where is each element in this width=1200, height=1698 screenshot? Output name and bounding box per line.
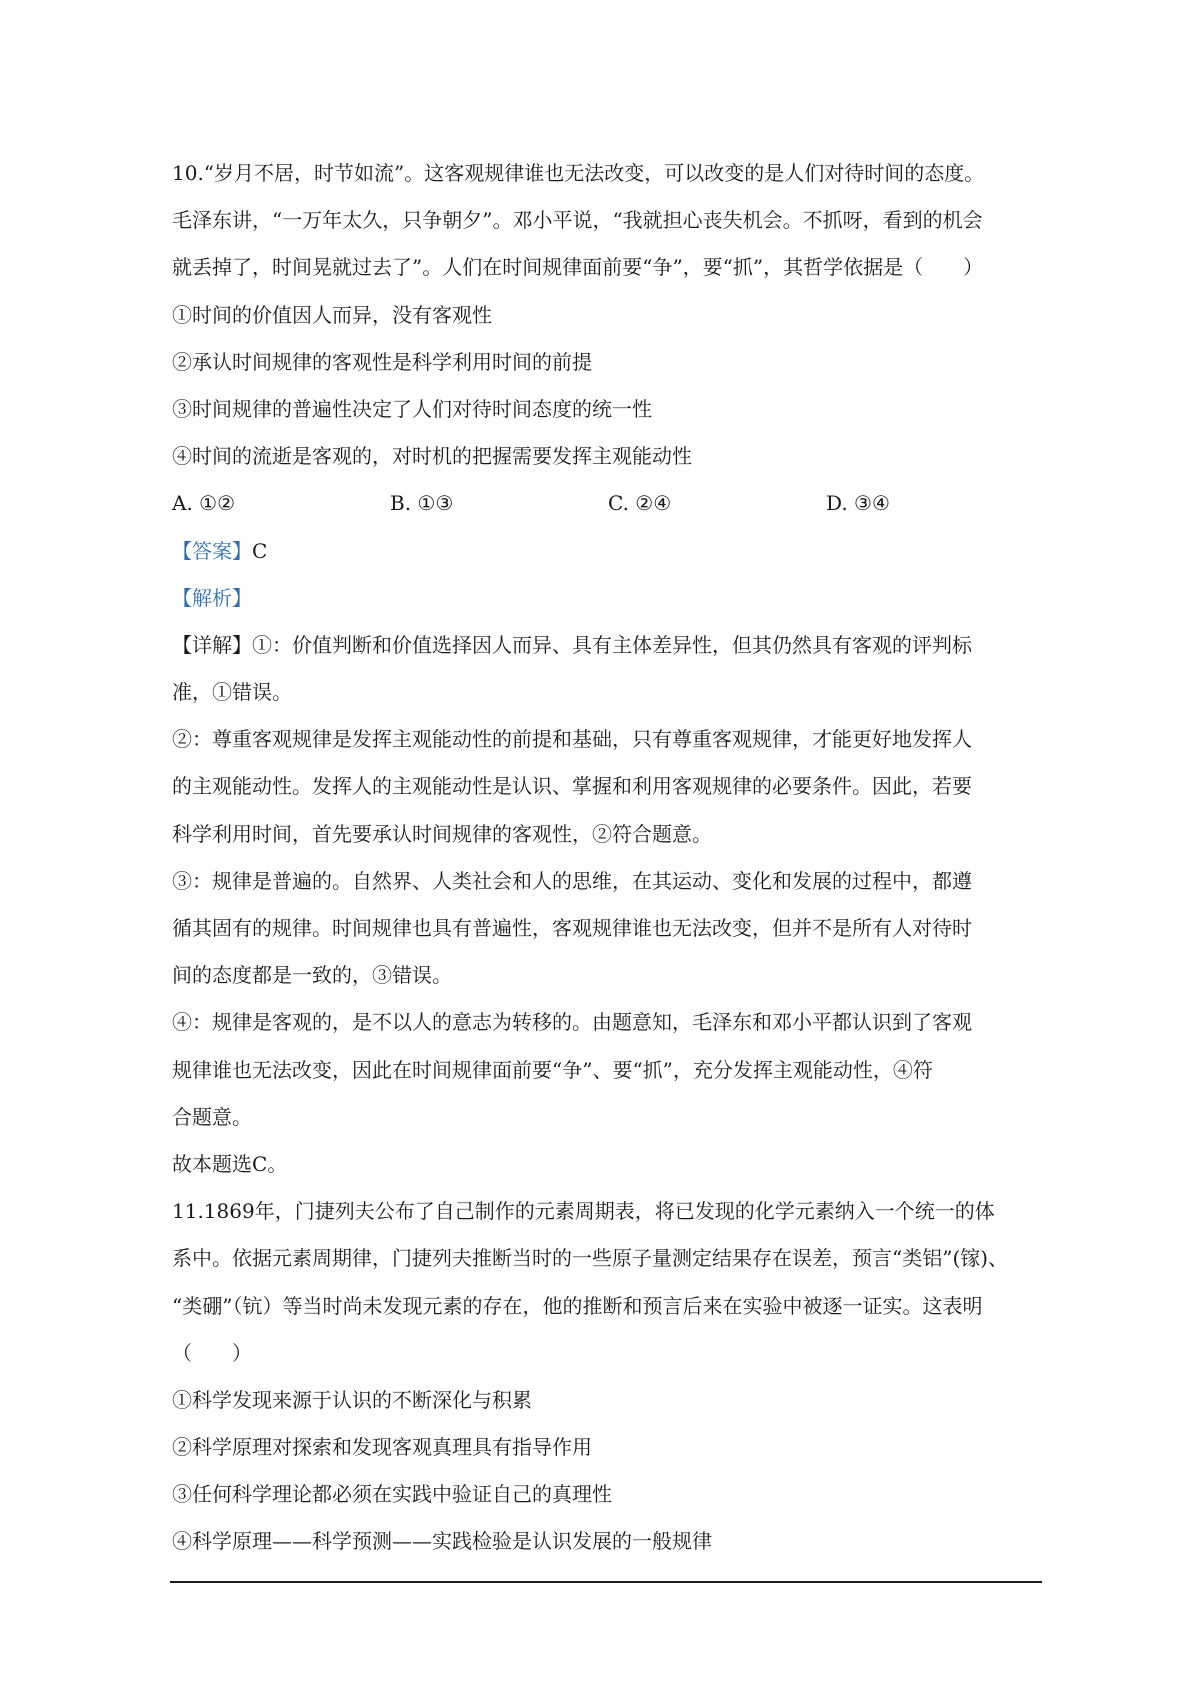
q10-detail-line: 【详解】①：价值判断和价值选择因人而异、具有主体差异性，但其仍然具有客观的评判标 [172,632,972,657]
q10-option-a: A. ①② [172,491,236,516]
q10-detail-line: ②：尊重客观规律是发挥主观能动性的前提和基础，只有尊重客观规律，才能更好地发挥人 [172,727,972,752]
q10-detail-line: 循其固有的规律。时间规律也具有普遍性，客观规律谁也无法改变，但并不是所有人对待时 [172,916,972,940]
q10-item-1: ①时间的价值因人而异，没有客观性 [172,302,492,327]
q10-analysis [172,575,1044,622]
q10-stem-line: 毛泽东讲，“一万年太久，只争朝夕”。邓小平说，“我就担心丧失机会。不抓呀，看到的机会 [172,208,983,233]
q10-option-b: B. ①③ [390,491,454,516]
q11-item-1: ①科学发现来源于认识的不断深化与积累 [172,1387,532,1412]
q10-item-3: ③时间规律的普遍性决定了人们对待时间态度的统一性 [172,396,652,421]
q11-item-4: ④科学原理——科学预测——实践检验是认识发展的一般规律 [172,1529,712,1554]
q10-detail-line: ③：规律是普遍的。自然界、人类社会和人的思维，在其运动、变化和发展的过程中，都遵 [172,868,972,893]
q10-option-d: D. ③④ [826,491,890,516]
q10-conclusion: 故本题选C。 [172,1151,288,1176]
q10-detail-line: 合题意。 [172,1104,252,1129]
analysis-tag: 【解析】 [172,585,252,610]
q11-stem-line: 系中。依据元素周期律，门捷列夫推断当时的一些原子量测定结果存在误差，预言“类铝”(镓)、 [172,1246,1009,1271]
q10-stem-line: 10.“岁月不居，时节如流”。这客观规律谁也无法改变，可以改变的是人们对待时间的态度。 [172,161,985,185]
q11-item-3: ③任何科学理论都必须在实践中验证自己的真理性 [172,1482,612,1507]
q10-option-c: C. ②④ [608,491,672,516]
q11-item-2: ②科学原理对探索和发现客观真理具有指导作用 [172,1435,592,1460]
q10-answer [172,528,1044,575]
q10-detail-line: ④：规律是客观的，是不以人的意志为转移的。由题意知，毛泽东和邓小平都认识到了客观 [172,1010,972,1035]
q10-options [172,480,1044,527]
footer-rule [170,1581,1042,1583]
q11-stem-line: （ ） [172,1340,252,1365]
q10-item-4: ④时间的流逝是客观的，对时机的把握需要发挥主观能动性 [172,444,692,469]
q10-detail-line: 的主观能动性。发挥人的主观能动性是认识、掌握和利用客观规律的必要条件。因此，若要 [172,774,972,799]
answer-tag: 【答案】 [172,538,252,563]
q10-detail-line: 间的态度都是一致的，③错误。 [172,963,452,988]
q10-stem-line: 就丢掉了，时间晃就过去了”。人们在时间规律面前要“争”，要“抓”，其哲学依据是（ ） [172,255,984,280]
q11-stem-line: 11.1869年，门捷列夫公布了自己制作的元素周期表，将已发现的化学元素纳入一个统一的体 [172,1199,995,1224]
answer-value: C [252,538,268,563]
page-content [172,150,1044,1566]
q10-detail-line: 规律谁也无法改变，因此在时间规律面前要“争”、要“抓”，充分发挥主观能动性，④符 [172,1057,933,1082]
q10-item-2: ②承认时间规律的客观性是科学利用时间的前提 [172,349,592,374]
q10-detail-line: 科学利用时间，首先要承认时间规律的客观性，②符合题意。 [172,821,712,846]
q10-detail-line: 准，①错误。 [172,680,292,705]
q11-stem-line: “类硼”（钪）等当时尚未发现元素的存在，他的推断和预言后来在实验中被逐一证实。这表明 [172,1293,983,1318]
